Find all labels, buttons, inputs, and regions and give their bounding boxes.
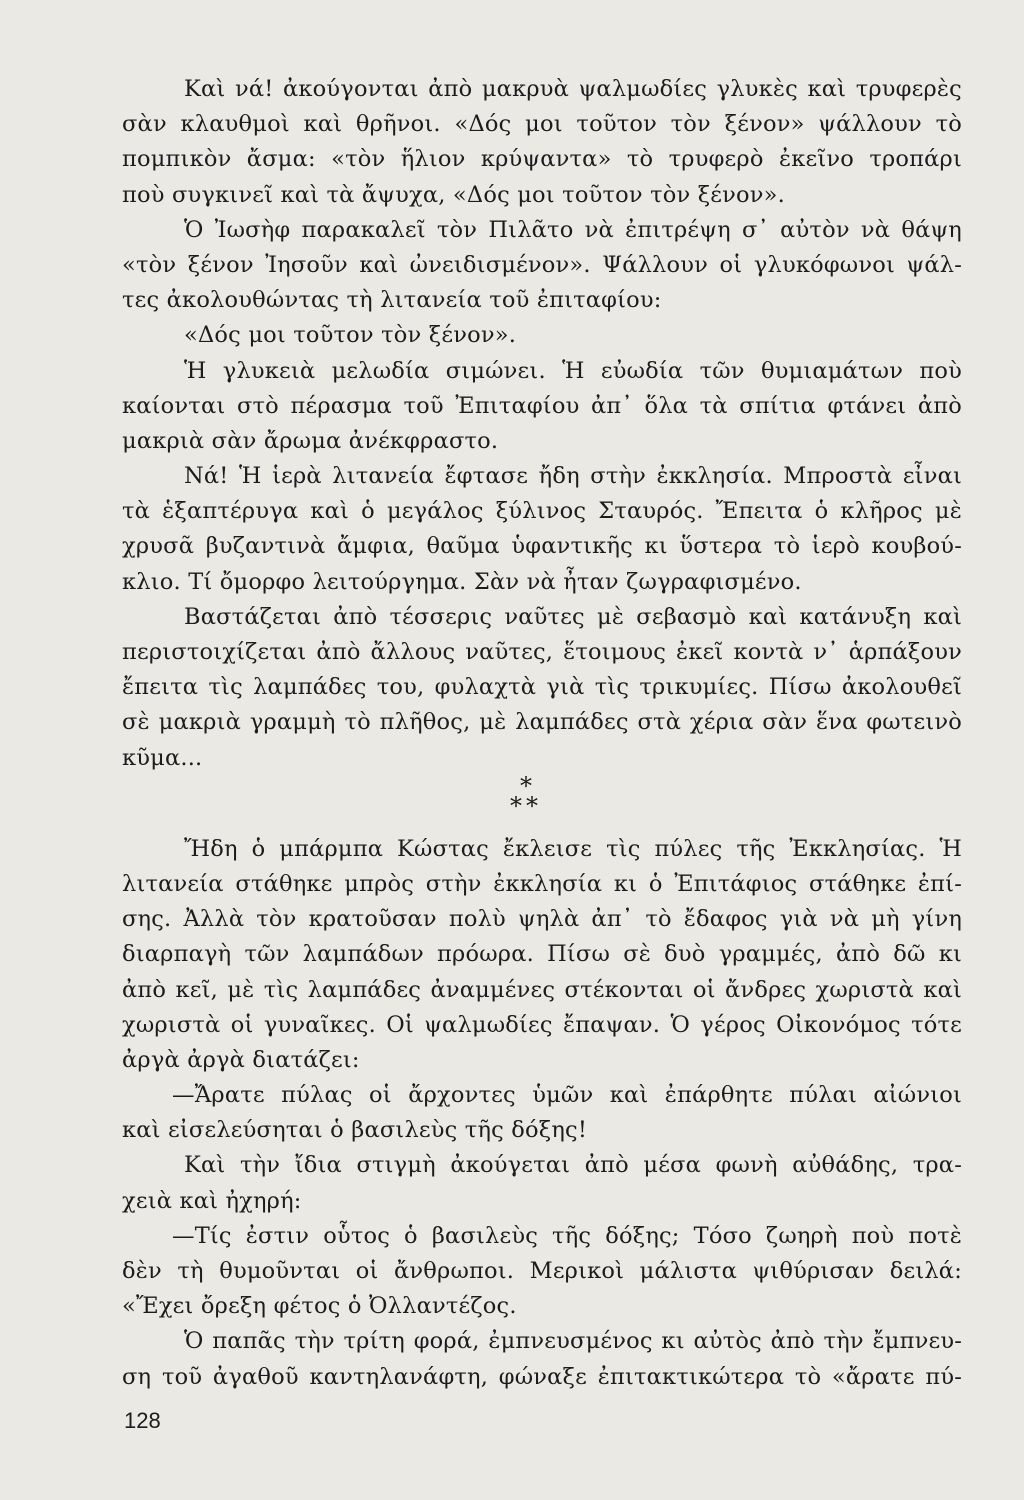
text-line: «τὸν ξένον Ἰησοῦν καὶ ὠνειδισμένον». Ψάλλουν οἱ γλυκόφωνοι ψάλ- <box>122 251 962 278</box>
text-line: σὰν κλαυθμοὶ καὶ θρῆνοι. «Δός μοι τοῦτον τὸν ξένον» ψάλλουν τὸ <box>122 111 962 138</box>
text-line: Ἡ γλυκειὰ μελωδία σιμώνει. Ἡ εὐωδία τῶν θυμιαμάτων ποὺ <box>184 357 962 384</box>
page-text <box>122 72 962 1395</box>
text-line: Ἤδη ὁ μπάρμπα Κώστας ἔκλεισε τὶς πύλες τῆς Ἐκκλησίας. Ἡ <box>184 835 962 862</box>
text-line: «Δός μοι τοῦτον τὸν ξένον». <box>184 322 517 349</box>
text-line: χωριστὰ οἱ γυναῖκες. Οἱ ψαλμωδίες ἔπαψαν. Ὁ γέρος Οἰκονόμος τότε <box>122 1011 962 1038</box>
text-line: ἀργὰ ἀργὰ διατάζει: <box>122 1046 360 1073</box>
text-line: —Τίς ἐστιν οὗτος ὁ βασιλεὺς τῆς δόξης; Τόσο ζωηρὴ ποὺ ποτὲ <box>172 1222 962 1249</box>
text-line: διαρπαγὴ τῶν λαμπάδων πρόωρα. Πίσω σὲ δυὸ γραμμές, ἀπὸ δῶ κι <box>122 941 962 968</box>
text-line: ση τοῦ ἀγαθοῦ καντηλανάφτη, φώναξε ἐπιτακτικώτερα τὸ «ἄρατε πύ- <box>122 1363 962 1390</box>
text-line: δὲν τὴ θυμοῦνται οἱ ἄνθρωποι. Μερικοὶ μάλιστα ψιθύρισαν δειλά: <box>122 1258 962 1284</box>
text-line: Βαστάζεται ἀπὸ τέσσερις ναῦτες μὲ σεβασμὸ καὶ κατάνυξη καὶ <box>184 603 962 630</box>
text-line: Καὶ νά! ἀκούγονται ἀπὸ μακρυὰ ψαλμωδίες γλυκὲς καὶ τρυφερὲς <box>184 76 962 102</box>
text-line: —Ἄρατε πύλας οἱ ἄρχοντες ὑμῶν καὶ ἐπάρθητε πύλαι αἰώνιοι <box>172 1082 962 1109</box>
text-line: ἔπειτα τὶς λαμπάδες του, φυλαχτὰ γιὰ τὶς τρικυμίες. Πίσω ἀκολουθεῖ <box>122 674 962 701</box>
text-line: ποὺ συγκινεῖ καὶ τὰ ἄψυχα, «Δός μοι τοῦτον τὸν ξένον». <box>122 181 785 208</box>
asterism <box>506 771 546 820</box>
text-line: μακριὰ σὰν ἄρωμα ἀνέκφραστο. <box>122 427 499 454</box>
text-line: πομπικὸν ἄσμα: «τὸν ἥλιον κρύψαντα» τὸ τρυφερὸ ἐκεῖνο τροπάρι <box>122 146 962 173</box>
text-section-1 <box>122 72 962 776</box>
text-line: κῦμα... <box>122 744 203 771</box>
page-number: 128 <box>124 1408 161 1433</box>
text-line: σὲ μακριὰ γραμμὴ τὸ πλῆθος, μὲ λαμπάδες στὰ χέρια σὰν ἕνα φωτεινὸ <box>122 709 962 736</box>
section-separator <box>122 771 962 832</box>
text-section-2 <box>122 832 962 1395</box>
text-line: τες ἀκολουθώντας τὴ λιτανεία τοῦ ἐπιταφίου: <box>122 287 662 314</box>
asterism-bottom: ** <box>510 791 542 820</box>
text-line: «Ἔχει ὄρεξη φέτος ὁ Ὀλλαντέζος. <box>122 1293 517 1320</box>
asterism-top: * <box>520 771 532 800</box>
text-line: χειὰ καὶ ἠχηρή: <box>122 1187 302 1214</box>
text-line: χρυσᾶ βυζαντινὰ ἄμφια, θαῦμα ὑφαντικῆς κι ὕστερα τὸ ἱερὸ κουβού- <box>122 533 962 560</box>
text-line: τὰ ἑξαπτέρυγα καὶ ὁ μεγάλος ξύλινος Σταυρός. Ἔπειτα ὁ κλῆρος μὲ <box>122 498 962 525</box>
text-line: καίονται στὸ πέρασμα τοῦ Ἐπιταφίου ἀπ᾿ ὅλα τὰ σπίτια φτάνει ἀπὸ <box>122 392 962 419</box>
text-line: λιτανεία στάθηκε μπρὸς στὴν ἐκκλησία κι ὁ Ἐπιτάφιος στάθηκε ἐπί- <box>122 870 962 897</box>
text-line: ἀπὸ κεῖ, μὲ τὶς λαμπάδες ἀναμμένες στέκονται οἱ ἄνδρες χωριστὰ καὶ <box>122 976 962 1003</box>
text-line: Ὁ παπᾶς τὴν τρίτη φορά, ἐμπνευσμένος κι αὐτὸς ἀπὸ τὴν ἔμπνευ- <box>184 1328 962 1355</box>
text-line: κλιο. Τί ὄμορφο λειτούργημα. Σὰν νὰ ἦταν ζωγραφισμένο. <box>122 568 802 595</box>
text-line: περιστοιχίζεται ἀπὸ ἄλλους ναῦτες, ἕτοιμους ἐκεῖ κοντὰ ν᾿ ἁρπάξουν <box>122 639 962 665</box>
text-line: σης. Ἀλλὰ τὸν κρατοῦσαν πολὺ ψηλὰ ἀπ᾿ τὸ ἔδαφος γιὰ νὰ μὴ γίνη <box>122 906 962 933</box>
text-line: καὶ εἰσελεύσηται ὁ βασιλεὺς τῆς δόξης! <box>122 1117 588 1144</box>
text-line: Καὶ τὴν ἴδια στιγμὴ ἀκούγεται ἀπὸ μέσα φωνὴ αὐθάδης, τρα- <box>184 1152 962 1179</box>
text-line: Νά! Ἡ ἱερὰ λιτανεία ἔφτασε ἤδη στὴν ἐκκλησία. Μπροστὰ εἶναι <box>184 463 962 490</box>
text-line: Ὁ Ἰωσὴφ παρακαλεῖ τὸν Πιλᾶτο νὰ ἐπιτρέψη σ᾿ αὐτὸν νὰ θάψη <box>184 216 962 243</box>
